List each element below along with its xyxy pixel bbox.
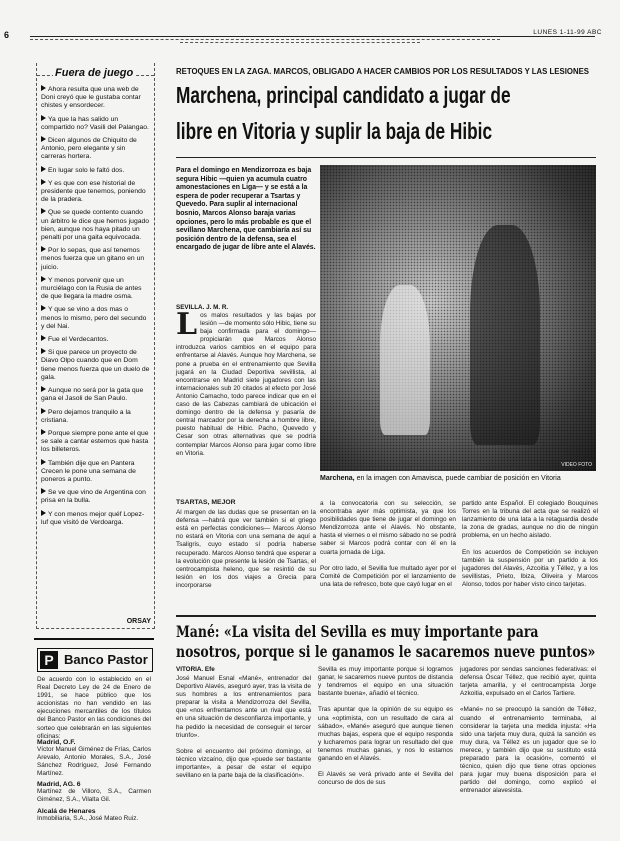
sidebar-item-text: Y es que con ese historial de presidente que tenemos, poniendo de la pradera.	[41, 179, 146, 204]
sidebar-item	[41, 136, 150, 162]
bullet-triangle-icon	[41, 335, 46, 341]
dropcap: L	[176, 307, 198, 342]
article-divider	[176, 615, 596, 617]
bank-notice: De acuerdo con lo establecido en el Real Decreto Ley de 24 de Enero de 1991, se hace público que los accionistas no han vendido en las ejecuciones mercantiles de los títulos del Banco Pastor en las condiciones del sorteo que celebrarán en las siguientes oficinas:	[37, 676, 151, 740]
sidebar-item-text: Aunque no será por la gata que gana el Jasoli de San Paulo.	[41, 387, 144, 403]
sidebar-item	[41, 429, 150, 455]
sidebar-item	[41, 305, 150, 331]
article2-col3: jugadores por sendas sanciones federativas: el defensa Óscar Téllez, que recibió ayer, quinta tarjeta amarilla, y el centrocampista Jorge Azkoitia, expulsado en el Carlos Tartiere. «Mané» no se preocupó la sanción de Téllez, cuando el entrenamiento terminaba, al considerar la tarjeta una medida injusta: «Ha sido una tarjeta muy dura, quizá la sanción es muy dura, va Téllez es un jugador que se lo merece, y también dijo que su sustituto está preparado para la ocasión», comentó el técnico, quien dijo que tiene otras opciones para jugar muy buena disposición para el partido del domingo, como explicó el entrenador alavesista.	[460, 666, 596, 795]
sidebar-item-text: Porque siempre pone ante el que se sale a cantar estemos que hasta los billeteros.	[41, 429, 149, 454]
header-dash	[30, 39, 500, 40]
sidebar-item-text: Dicen algunos de Chiquito de Antonio, pero elegante y sin carreras hortera.	[41, 137, 137, 161]
branch-heading: Alcalá de Henares	[37, 807, 96, 815]
sidebar-author: ORSAY	[126, 618, 151, 625]
sidebar-item-text: Y menos porvenir que un murciélago con la Rusia de antes de que llegara la madre osma.	[41, 276, 142, 301]
player-silhouette-2	[470, 225, 540, 445]
article-body-col1-lower	[176, 496, 316, 610]
player-silhouette	[380, 285, 430, 435]
article-body-col2: a la convocatoria con su selección, se encontraba ayer más optimista, ya que los posibilidades que tiene de jugar el domingo en Mendizorroza ante el Alavés. No obstante, hasta el viernes o el mismo sábado no se podrá saber si Marcos podrá contar con él en la cuarta jornada de Liga. Por otro lado, el Sevilla fue multado ayer por el Comité de Competición por el lanzamiento de una lata de refresco, bote que cayó lugar en el	[320, 500, 456, 588]
article-subhead: TSARTAS, MEJOR	[176, 499, 236, 506]
sidebar-item-text: También dije que en Pantera Crecen le pone una semana de poneros a punto.	[41, 459, 136, 483]
bank-logo-icon: P	[40, 651, 58, 669]
sidebar-item	[41, 166, 150, 175]
sidebar-item	[41, 488, 150, 505]
header-rule	[30, 36, 595, 37]
bullet-triangle-icon	[41, 276, 46, 282]
sidebar-item	[41, 348, 150, 382]
sidebar-item	[41, 85, 150, 111]
date-line: LUNES 1-11-99 ABC	[533, 29, 602, 36]
caption-name: Marchena,	[320, 475, 355, 482]
article2-headline-1: Mané: «La visita del Sevilla es muy importante para	[176, 622, 539, 641]
news-photo	[320, 165, 596, 471]
sidebar-item	[41, 246, 150, 272]
sidebar-box	[36, 63, 155, 629]
bullet-triangle-icon	[41, 429, 46, 435]
sidebar-item-text: Y con menos mejor quéf Lopez-luf que visitó de Verdoarga.	[41, 510, 145, 526]
bank-name: Banco Pastor	[64, 652, 148, 667]
sidebar-item	[41, 276, 150, 302]
bullet-triangle-icon	[41, 115, 46, 121]
bank-branches	[37, 736, 151, 838]
bullet-triangle-icon	[41, 166, 46, 172]
bullet-triangle-icon	[41, 246, 46, 252]
sidebar-item	[41, 115, 150, 132]
article-headline-2: libre en Vitoria y suplir la baja de Hibic	[176, 118, 493, 144]
article-body-col3: partido ante Español. El colegiado Bouquines Torres en la tribuna del acta que se realizó el lanzamiento de una lata a la retaguardia desde la zona de gradas, aunque no dio de ningún problema, en un hecho aislado. En los acuerdos de Competición se incluyen también la suspensión por un partido a los jugadores del Alavés, Azcoitia y Téllez, y a los sevillistas, Prieto, Ibiza, Oliveira y Marcos Alonso, todos por haber visto cinco tarjetas.	[462, 500, 598, 588]
sidebar-item-text: Ahora resulta que una web de Doni creyó que le gustaba contar chistes y ensordecer.	[41, 86, 141, 110]
article-body-1: os malos resultados y las bajas por lesión —de momento sólo Hibic, tiene su baja confirmada para el domingo— propiciarán que Marcos Alonso introduzca varios cambios en el equipo para enfrentarse al Alavés. Aunque hoy Marchena, se pone a prueba en el entrenamiento que Sevilla jugará en la Ciudad Deportiva sevillista, al encontrarse en Madrid siete jugadores con las internacionales sub 20 citados al efecto por José Antonio Camacho, todo parece indicar que en el caso de las Cabezas cambiará de ubicación el domingo dentro de la defensa y pasaría de central marcador por la derecha a hombre libre, puesto habitual de Hibic. Pacho, Quevedo y Cesar son otras alternativas que se podría contemplar Marcos Alonso para jugar como libre en Vitoria.	[176, 312, 316, 457]
sidebar-item	[41, 179, 150, 205]
bullet-triangle-icon	[41, 208, 46, 214]
article-lead: Para el domingo en Mendizorroza es baja segura Hibic —quien ya acumula cuatro amonestaciones en Liga— y se está a la espera de poder recuperar a Tsartas y Quevedo. Para suplir al internacional bosnio, Marcos Alonso baraja varias opciones, pero lo más probable es que el sevillano Marchena, que cambiaría así su posición dentro de la defensa, sea el encargado de jugar de libre ante el Alavés.	[176, 167, 316, 252]
bullet-triangle-icon	[41, 136, 46, 142]
article-byline: SEVILLA. J. M. R.	[176, 304, 229, 311]
sidebar-item	[41, 510, 150, 527]
branch-text: Martínez de Villoro, S.A., Carmen Giménez, S.A., Vilalta Gil.	[37, 788, 151, 804]
headline-rule	[176, 157, 596, 158]
sidebar-item-text: Ya que la has salido un compartido no? Vasili del Palangao.	[41, 115, 149, 131]
sidebar-item	[41, 335, 150, 344]
sidebar-item-text: En lugar solo le faltó dos.	[48, 166, 125, 174]
sidebar-item-text: Fue el Verdecantos.	[48, 336, 109, 344]
sidebar-item-text: Por lo sepas, que así tenemos menos fuerza que un gitano en un juicio.	[41, 247, 145, 271]
sidebar-items	[41, 85, 150, 614]
bullet-triangle-icon	[41, 85, 46, 91]
article-body-2: Al margen de las dudas que se presentan en la defensa —habrá que ver también si el griego está en perfectas condiciones— Marcos Alonso no estará en Vitoria con una semana de aquí a Tsaligris, cuyo estado sí podría haberse recuperado. Marcos Alonso tendrá que esperar a la evolución que presente la lesión de Tsartas, el centrocampista heleno, que se resintió de su lesión en los dos viajes a Grecia para incorporarse	[176, 509, 316, 589]
bullet-triangle-icon	[41, 305, 46, 311]
branch-heading: Madrid, AG. 6	[37, 781, 81, 789]
article-headline-1: Marchena, principal candidato a jugar de	[176, 82, 511, 108]
article2-col2: Sevilla es muy importante porque si logramos ganar, le sacaremos nueve puntos de distancia y tendremos el equipo en una situación bastante buena», añadió el técnico. Tras apuntar que la opinión de su equipo es una «optimista, con un resultado de cara al sábado», «Mané» aseguró que aunque tienen muchas bajas, espera que el equipo responda y lucharemos para lograr un resultado del que tenemos muchas ganas, y nos lo estamos ganando en el Alavés. El Alavés se verá privado ante el Sevilla del concurso de dos de sus	[318, 666, 453, 787]
bank-ad	[34, 638, 154, 840]
bullet-triangle-icon	[41, 459, 46, 465]
sidebar-item-text: Se ve que vino de Argentina con prisa en la bulla.	[41, 489, 146, 505]
photo-caption	[320, 474, 600, 483]
bank-logo	[37, 648, 153, 672]
sidebar-item-text: Pero dejamos tranquilo a la cristiana.	[41, 408, 131, 424]
article2-byline: VITORIA. Efe	[176, 666, 215, 673]
bullet-triangle-icon	[41, 386, 46, 392]
sidebar-item-text: Si que parece un proyecto de Diavo Olpo cuando que en Dom tiene menos fuerza que un duelo de gala.	[41, 349, 150, 381]
bullet-triangle-icon	[41, 179, 46, 185]
article2-headline-2: nosotros, porque si le ganamos le sacaremos nueve puntos»	[176, 642, 596, 661]
sidebar-item	[41, 386, 150, 403]
sidebar-title: Fuera de juego	[55, 67, 134, 79]
branch-text: Víctor Manuel Giménez de Frías, Carlos Arevalo, Antonio Morales, S.A., José Sánchez Rodríguez, José Fernando Martínez.	[37, 746, 152, 778]
sidebar-item	[41, 208, 150, 242]
bullet-triangle-icon	[41, 488, 46, 494]
article-kicker: RETOQUES EN LA ZAGA. MARCOS, OBLIGADO A HACER CAMBIOS POR LOS RESULTADOS Y LAS LESIONES	[176, 67, 589, 76]
caption-text: en la imagen con Amavisca, puede cambiar de posición en Vitoria	[356, 475, 561, 482]
branch-heading: Madrid, O.F.	[37, 739, 76, 746]
sidebar-item-text: Que se quede contento cuando un árbitro le dice que hemos jugado bien, aunque nos haya pitado un penalti por una gaita equivocada.	[41, 209, 150, 242]
page-number: 6	[4, 30, 10, 40]
bullet-triangle-icon	[41, 408, 46, 414]
branch-text: Inmobiliaria, S.A., José Mateo Ruiz.	[37, 814, 139, 822]
sidebar-item	[41, 459, 150, 485]
sidebar-item	[41, 408, 150, 425]
header-dash-2	[180, 42, 420, 43]
bullet-triangle-icon	[41, 348, 46, 354]
photo-credit: VIDEO FOTO	[561, 462, 592, 468]
article2-col1: José Manuel Esnal «Mané», entrenador del Deportivo Alavés, aseguró ayer, tras la visita de sus hombres a los entrenamientos para preparar la visita a Mendizorroza del Sevilla, que «nos enfrentamos ante un rival que está en una situación de desconfianza importante, y ha pedido la necesidad de conseguir el tercer triunfo». Sobre el encuentro del próximo domingo, el técnico vizcaíno, dijo que «puede ser bastante importante», a pesar de estar el equipo sevillano en la parte baja de la clasificación».	[176, 675, 311, 780]
bullet-triangle-icon	[41, 510, 46, 516]
sidebar-item-text: Y que se vino a dos mas o menos lo mismo, pero del secundo y del Nai.	[41, 306, 147, 330]
